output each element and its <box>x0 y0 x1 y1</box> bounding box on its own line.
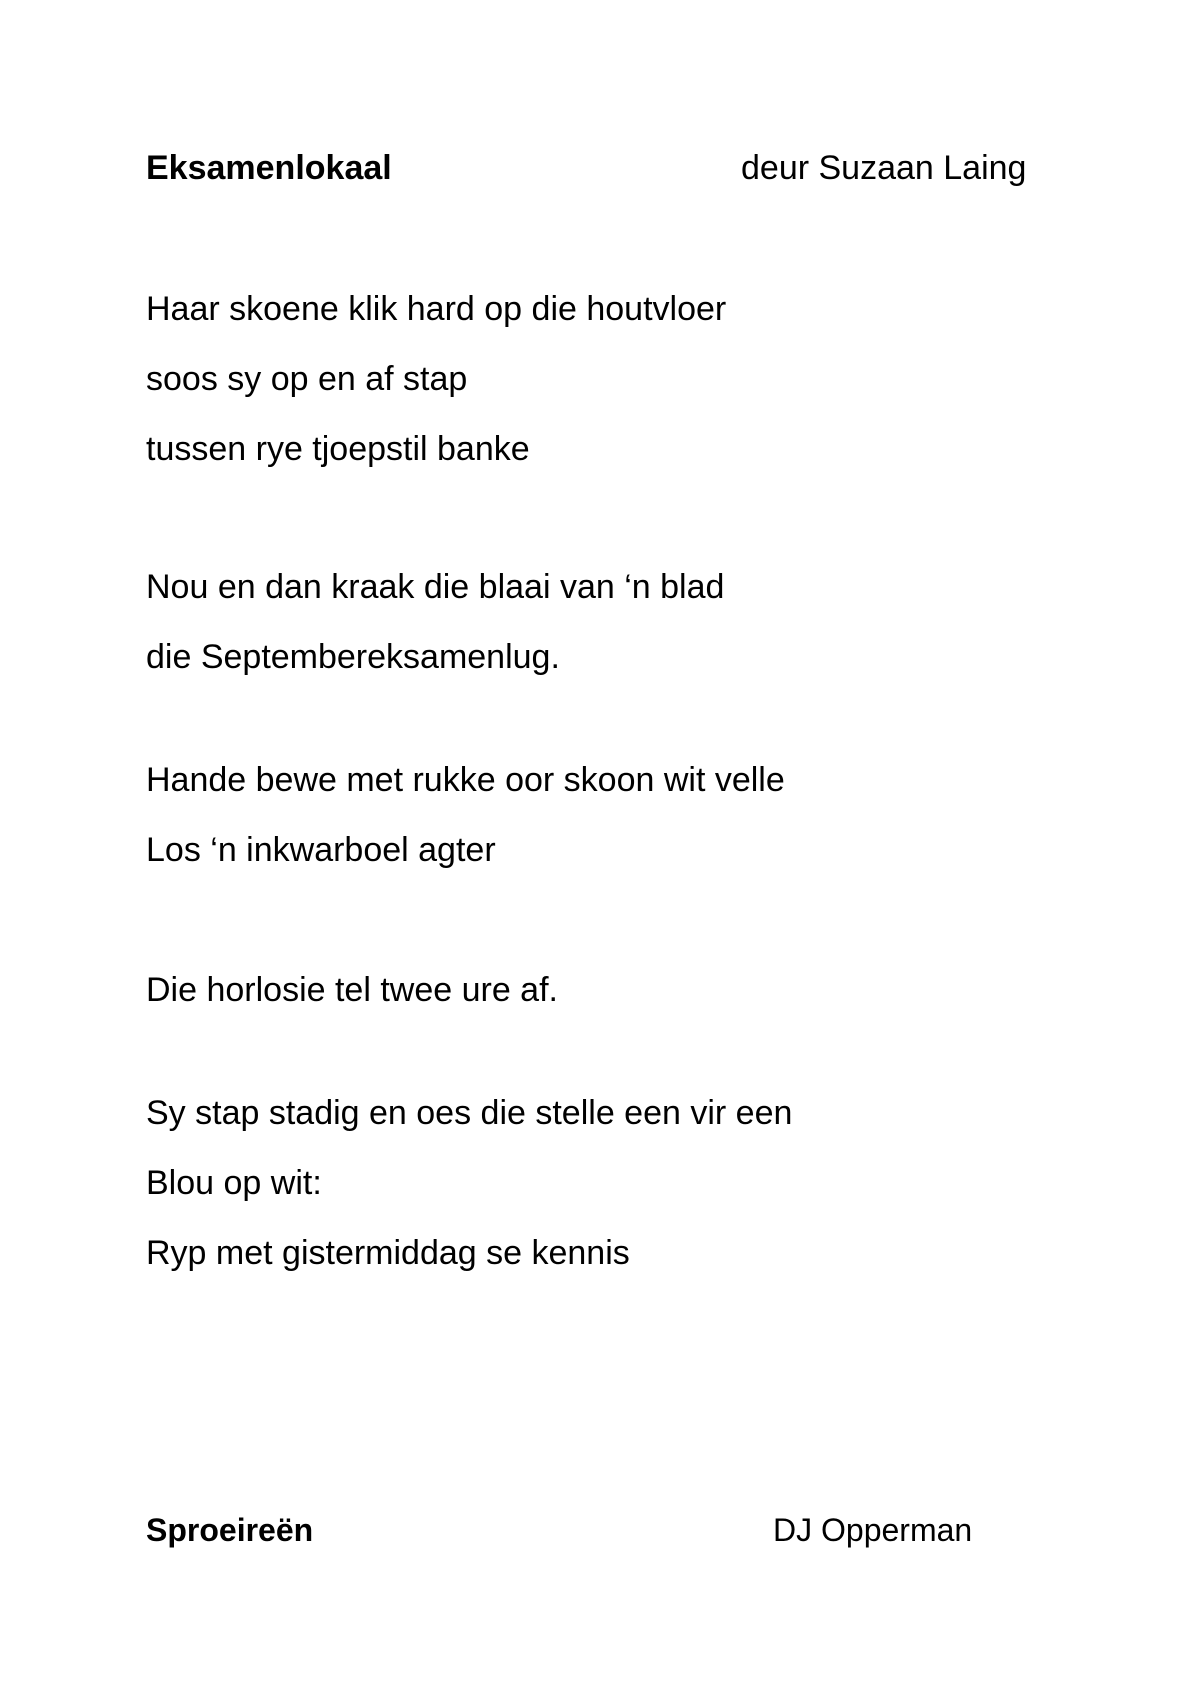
poem-line: soos sy op en af stap <box>146 360 468 398</box>
poem-line: Haar skoene klik hard op die houtvloer <box>146 290 727 328</box>
poem-line: Los ‘n inkwarboel agter <box>146 831 496 869</box>
poem-line: die Septembereksamenlug. <box>146 638 560 676</box>
poem2-author: DJ Opperman <box>773 1512 973 1548</box>
poem2-title: Sproeireën <box>146 1512 314 1548</box>
poem-author: deur Suzaan Laing <box>741 149 1027 187</box>
poem-line: tussen rye tjoepstil banke <box>146 430 530 468</box>
poem-line: Die horlosie tel twee ure af. <box>146 971 558 1009</box>
poem-title: Eksamenlokaal <box>146 149 392 187</box>
poem-line: Ryp met gistermiddag se kennis <box>146 1234 630 1272</box>
poem-line: Sy stap stadig en oes die stelle een vir een <box>146 1094 793 1132</box>
poem-line: Blou op wit: <box>146 1164 322 1202</box>
poem-line: Nou en dan kraak die blaai van ‘n blad <box>146 568 725 606</box>
poem-line: Hande bewe met rukke oor skoon wit velle <box>146 761 785 799</box>
